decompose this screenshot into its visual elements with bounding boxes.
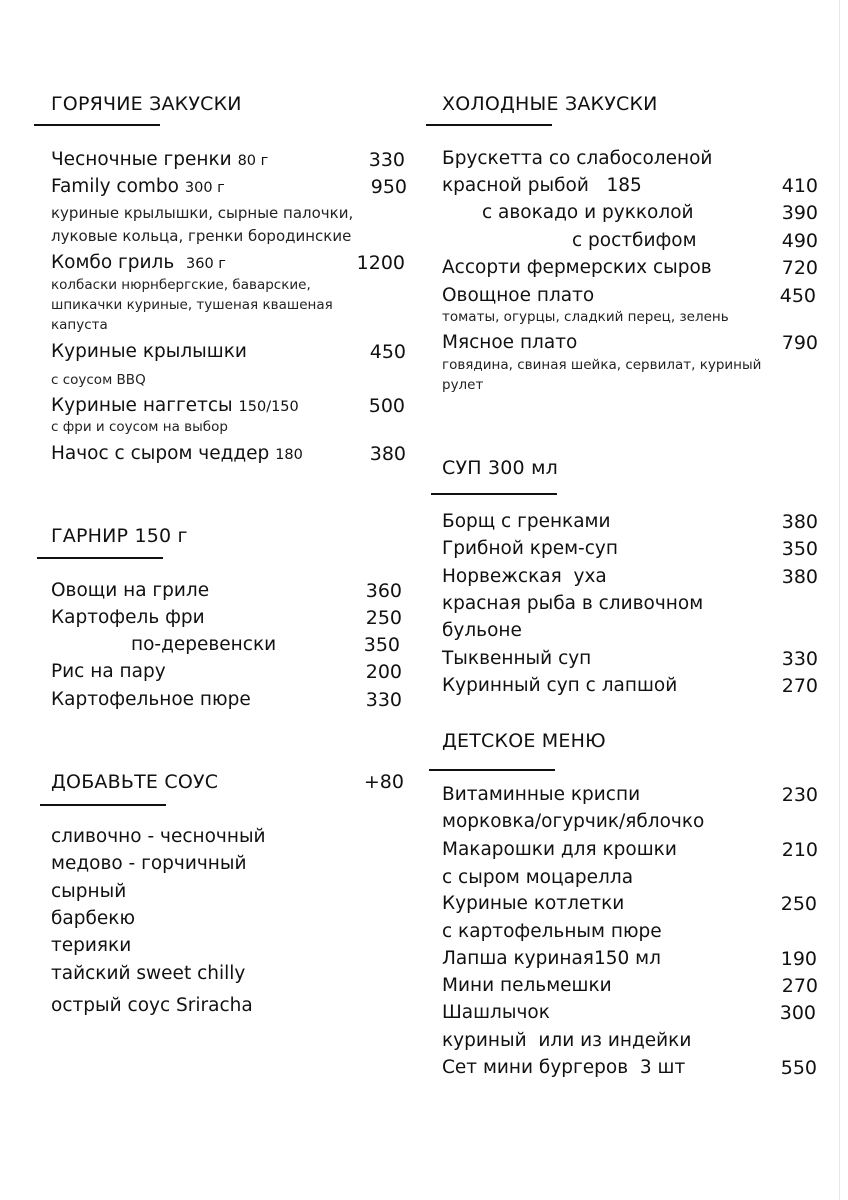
item-name: Куриные наггетсы: [51, 395, 233, 416]
menu-item: Ассорти фермерских сыров: [442, 257, 712, 278]
sauce-item: тайский sweet chilly: [51, 963, 246, 984]
menu-item: Овощи на гриле: [51, 580, 210, 601]
menu-item: красная рыба в сливочном: [442, 593, 704, 614]
menu-item: Шашлычок: [442, 1002, 550, 1023]
menu-item: морковка/огурчик/яблочко: [442, 811, 705, 832]
item-price: 230: [781, 784, 818, 806]
item-description: капуста: [51, 317, 108, 333]
item-description: шпикачки куриные, тушеная квашеная: [51, 297, 333, 313]
item-price: 330: [365, 689, 402, 711]
menu-item: с картофельным пюре: [442, 921, 662, 942]
item-description: с соусом BBQ: [51, 372, 146, 388]
item-price: 190: [780, 948, 817, 970]
item-price: 500: [368, 395, 405, 417]
menu-item: Овощное плато: [442, 285, 595, 306]
item-price: 720: [781, 257, 818, 279]
menu-item: Норвежская уха: [442, 566, 607, 587]
item-price: 330: [368, 149, 405, 171]
menu-item: [51, 254, 226, 273]
menu-item: [51, 445, 303, 464]
item-name: Комбо гриль: [51, 252, 175, 273]
item-weight: 80 г: [237, 153, 269, 169]
item-price: 270: [781, 675, 818, 697]
menu-item: Мясное плато: [442, 332, 578, 353]
section-underline: [431, 493, 557, 495]
item-price: 1200: [356, 252, 405, 274]
item-price: 410: [781, 175, 818, 197]
menu-item: красной рыбой 185: [442, 175, 642, 196]
page-edge-line: [839, 0, 840, 1200]
item-price: 490: [781, 230, 818, 252]
item-name: Family combo: [51, 176, 179, 197]
item-price: 950: [370, 176, 407, 198]
item-description: луковые кольца, гренки бородинские: [51, 227, 352, 245]
section-underline: [429, 769, 555, 771]
item-price: 250: [365, 607, 402, 629]
item-price: 360: [365, 580, 402, 602]
item-price: 380: [781, 566, 818, 588]
menu-item: с ростбифом: [572, 230, 697, 251]
item-weight: 360 г: [186, 256, 226, 272]
section-underline: [37, 557, 163, 559]
menu-item: куриный или из индейки: [442, 1030, 692, 1051]
section-underline: [426, 124, 552, 126]
item-price: 450: [779, 285, 816, 307]
menu-item: [51, 178, 225, 197]
item-weight: 150/150: [238, 399, 299, 415]
item-description: куриные крылышки, сырные палочки,: [51, 204, 354, 222]
item-description: рулет: [442, 377, 484, 393]
item-price: 550: [780, 1057, 817, 1079]
sauce-item: сливочно - чесночный: [51, 826, 266, 847]
section-title: ГАРНИР 150 г: [51, 525, 188, 547]
section-underline: [34, 124, 160, 126]
item-weight: 300 г: [184, 180, 225, 196]
menu-item: Брускетта со слабосоленой: [442, 148, 713, 169]
sauce-item: острый соус Sriracha: [51, 995, 253, 1016]
menu-item: Сет мини бургеров 3 шт: [442, 1057, 686, 1078]
item-name: Чесночные гренки: [51, 149, 232, 170]
menu-item: Куринный суп с лапшой: [442, 675, 678, 696]
sauce-item: медово - горчичный: [51, 853, 247, 874]
menu-item: бульоне: [442, 620, 522, 641]
item-price: 330: [781, 648, 818, 670]
menu-item: [51, 151, 268, 170]
item-name: Начос с сыром чеддер: [51, 443, 270, 464]
menu-item: по-деревенски: [131, 634, 277, 655]
section-title: СУП 300 мл: [442, 457, 558, 479]
sauce-item: сырный: [51, 881, 127, 902]
menu-item: Витаминные криспи: [442, 784, 641, 805]
item-description: колбаски нюрнбергские, баварские,: [51, 277, 311, 293]
menu-item: Макарошки для крошки: [442, 839, 677, 860]
menu-item: Куриные котлетки: [442, 893, 625, 914]
menu-item: Лапша куриная150 мл: [442, 948, 661, 969]
item-price: 270: [781, 975, 818, 997]
menu-item: Тыквенный суп: [442, 648, 592, 669]
item-price: 200: [365, 661, 402, 683]
item-price: 250: [780, 893, 817, 915]
menu-item: Картофель фри: [51, 607, 205, 628]
menu-item: Борщ с гренками: [442, 511, 611, 532]
item-price: 350: [781, 538, 818, 560]
item-description: томаты, огурцы, сладкий перец, зелень: [442, 309, 729, 325]
item-price: 380: [369, 443, 406, 465]
menu-item: Рис на пару: [51, 661, 166, 682]
item-price: 210: [781, 839, 818, 861]
section-title: ХОЛОДНЫЕ ЗАКУСКИ: [442, 93, 658, 115]
menu-item: Грибной крем-суп: [442, 538, 618, 559]
sauce-item: терияки: [51, 935, 132, 956]
section-title: ДЕТСКОЕ МЕНЮ: [442, 730, 606, 752]
menu-item: с авокадо и рукколой: [482, 202, 694, 223]
section-title: ДОБАВЬТЕ СОУС: [51, 771, 219, 793]
item-description: с фри и соусом на выбор: [51, 419, 228, 435]
item-name: Куриные крылышки: [51, 341, 247, 362]
item-weight: 180: [275, 447, 303, 463]
menu-item: [51, 343, 247, 362]
item-price: 790: [781, 332, 818, 354]
section-title: ГОРЯЧИЕ ЗАКУСКИ: [51, 93, 242, 115]
item-price: 380: [781, 511, 818, 533]
item-price: 300: [779, 1002, 816, 1024]
section-underline: [40, 804, 166, 806]
item-price: 390: [781, 202, 818, 224]
menu-item: с сыром моцарелла: [442, 867, 634, 888]
menu-item: Картофельное пюре: [51, 689, 251, 710]
sauce-price: +80: [363, 771, 404, 793]
menu-item: Мини пельмешки: [442, 975, 612, 996]
item-description: говядина, свиная шейка, сервилат, куриный: [442, 357, 762, 373]
item-price: 350: [363, 634, 400, 656]
item-price: 450: [369, 341, 406, 363]
menu-item: [51, 397, 299, 416]
sauce-item: барбекю: [51, 908, 136, 929]
